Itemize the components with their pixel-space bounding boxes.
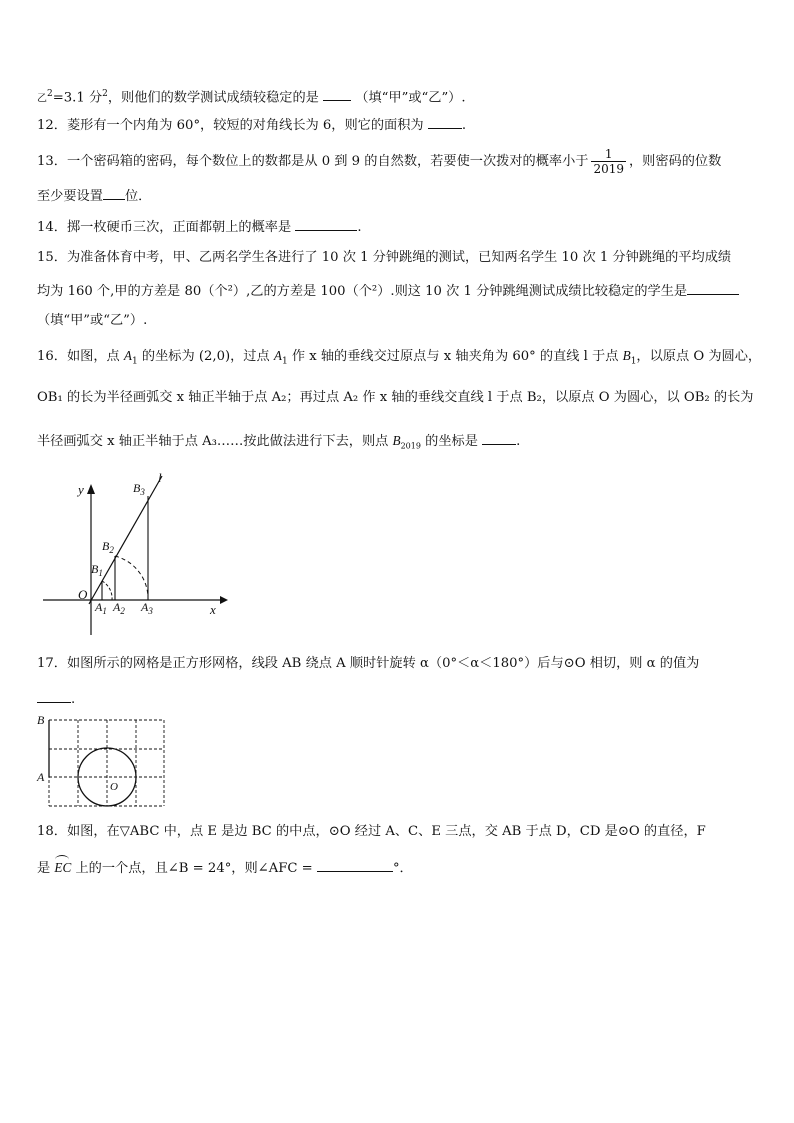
answer-blank[interactable] — [103, 185, 125, 200]
q11-tail: 乙$^2$=3.1 分$^2$，则他们的数学测试成绩较稳定的是 （填“甲”或“乙”）. — [37, 84, 466, 109]
question-16-line3: 半径画弧交 x 轴正半轴于点 A₃……按此做法进行下去，则点 $B_{2019}$ 的坐标是 . — [37, 430, 520, 457]
label-B2: $B_2$ — [102, 539, 114, 555]
question-12: 12．菱形有一个内角为 60°，较短的对角线长为 6，则它的面积为 . — [37, 114, 466, 136]
arc-ec: EC — [54, 858, 71, 879]
label-x: x — [210, 602, 216, 617]
label-A1: $A_1$ — [95, 600, 107, 616]
question-18-line2: 是 EC 上的一个点，且∠B = 24°，则∠AFC = °． — [37, 857, 413, 879]
question-13: 13．一个密码箱的密码，每个数位上的数都是从 0 到 9 的自然数，若要使一次拨对的概率小于 $\frac{1}{2019}$ ，则密码的位数 — [37, 147, 722, 176]
question-17-line1: 17．如图所示的网格是正方形网格，线段 AB 绕点 A 顺时针旋转 α（0°＜α＜180°）后与⊙O 相切，则 α 的值为 — [37, 656, 700, 671]
label-O: O — [110, 781, 118, 793]
y-axis-arrow — [87, 484, 95, 494]
arc-1 — [102, 581, 112, 600]
question-17-line2: . — [37, 688, 75, 710]
label-l: l — [158, 470, 162, 485]
question-15-line1: 15．为准备体育中考，甲、乙两名学生各进行了 10 次 1 分钟跳绳的测试，已知两名学生 10 次 1 分钟跳绳的平均成绩 — [37, 250, 732, 265]
label-A: A — [37, 770, 45, 784]
question-15-line3: （填“甲”或“乙”）. — [37, 313, 148, 328]
answer-blank[interactable] — [317, 857, 393, 872]
question-15-line2: 均为 160 个,甲的方差是 80（个²）,乙的方差是 100（个²）.则这 10 次 1 分钟跳绳测试成绩比较稳定的学生是 — [37, 280, 739, 302]
question-16-line1: 16．如图，点 $A_1$ 的坐标为 (2,0)，过点 $A_1$ 作 x 轴的垂线交过原点与 x 轴夹角为 60° 的直线 l 于点 $B_1$，以原点 O 为圆心， — [37, 348, 762, 367]
x-axis-arrow — [220, 596, 228, 604]
answer-blank[interactable] — [687, 280, 739, 295]
label-B3: $B_3$ — [133, 481, 145, 497]
question-16-line2: OB₁ 的长为半径画弧交 x 轴正半轴于点 A₂；再过点 A₂ 作 x 轴的垂线交直线 l 于点 B₂，以原点 O 为圆心，以 OB₂ 的长为 — [37, 390, 754, 405]
answer-blank[interactable] — [295, 216, 357, 231]
answer-blank[interactable] — [428, 114, 462, 129]
answer-blank[interactable] — [37, 688, 71, 703]
figure-17 — [34, 712, 174, 812]
line-l — [89, 476, 162, 604]
label-B1: $B_1$ — [91, 562, 103, 578]
label-A3: $A_3$ — [141, 600, 153, 616]
question-13-line2: 至少要设置 位． — [37, 185, 151, 207]
arc-mark — [55, 855, 69, 864]
answer-blank[interactable] — [482, 430, 516, 445]
fraction: $\frac{1}{2019}$ — [593, 147, 624, 176]
arc-2 — [115, 556, 148, 600]
square-grid — [49, 720, 164, 806]
figure-16 — [38, 470, 238, 640]
answer-blank[interactable] — [323, 86, 351, 101]
label-A2: $A_2$ — [113, 600, 125, 616]
label-y: y — [78, 482, 84, 497]
question-14: 14．掷一枚硬币三次，正面都朝上的概率是 . — [37, 216, 362, 238]
label-O: O — [78, 587, 88, 602]
label-B: B — [37, 713, 45, 727]
question-18-line1: 18．如图，在▽ABC 中，点 E 是边 BC 的中点，⊙O 经过 A、C、E 三点，交 AB 于点 D，CD 是⊙O 的直径，F — [37, 824, 706, 839]
